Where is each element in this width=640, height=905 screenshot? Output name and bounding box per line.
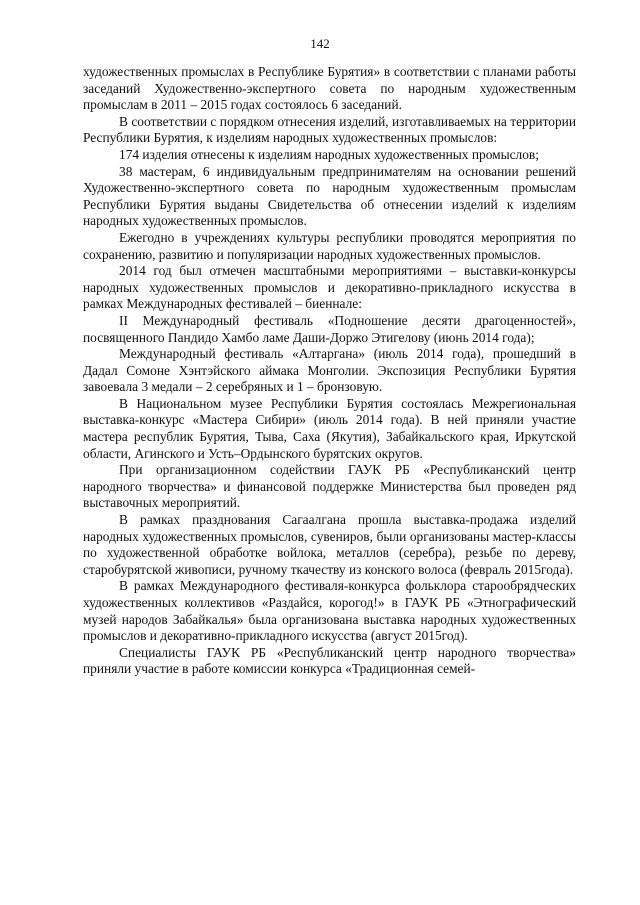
paragraph: В рамках Международного фестиваля-конкурса фольклора старообрядческих художественных коллективов «Раздайся, корогод!» в ГАУК РБ «Этнографический музей народов Забайкалья» была организована выставка народных художественных промыслов и декоративно-прикладного искусства (август 2015год). <box>83 578 576 644</box>
paragraph: 174 изделия отнесены к изделиям народных художественных промыслов; <box>119 146 539 162</box>
page-number: 142 <box>310 36 330 51</box>
paragraph: 2014 год был отмечен масштабными мероприятиями – выставки-конкурсы народных художественных промыслов и декоративно-прикладного искусства в рамках Международных фестивалей – биеннале: <box>83 263 576 312</box>
body-text <box>83 64 576 678</box>
paragraph: В рамках празднования Сагаалгана прошла выставка-продажа изделий народных художественных промыслов, сувениров, были организованы мастер-классы по художественной обработке войлока, металлов (серебра), резьбе по дереву, старобурятской живописи, ручному ткачеству из конского волоса (февраль 2015года). <box>83 512 576 577</box>
paragraph: При организационном содействии ГАУК РБ «Республиканский центр народного творчества» и финансовой поддержке Министерства был проведен ряд выставочных мероприятий. <box>83 462 576 511</box>
paragraph: Международный фестиваль «Алтаргана» (июль 2014 года), прошедший в Дадал Сомоне Хэнтэйского аймака Монголии. Экспозиция Республики Бурятия завоевала 3 медали – 2 серебряных и 1 – бронзовую. <box>83 346 576 395</box>
paragraph: Специалисты ГАУК РБ «Республиканский центр народного творчества» приняли участие в работе комиссии конкурса «Традиционная семей- <box>83 644 576 677</box>
paragraph: В соответствии с порядком отнесения изделий, изготавливаемых на территории Республики Бурятия, к изделиям народных художественных промыслов: <box>83 113 576 146</box>
paragraph: 38 мастерам, 6 индивидуальным предпринимателям на основании решений Художественно-экспертного совета по народным художественным промыслам Республики Бурятия выданы Свидетельства об отнесении изделий к изделиям народных художественных промыслов. <box>83 163 576 229</box>
paragraph: II Международный фестиваль «Подношение десяти драгоценностей», посвященного Пандидо Хамбо ламе Даши-Доржо Этигелову (июнь 2014 года); <box>83 312 576 345</box>
paragraph: В Национальном музее Республики Бурятия состоялась Межрегиональная выставка-конкурс «Мастера Сибири» (июль 2014 года). В ней приняли участие мастера республик Бурятия, Тыва, Саха (Якутия), Забайкальского края, Иркутской области, Агинского и Усть–Ордынского бурятских округов. <box>83 395 576 461</box>
paragraph-continued: художественных промыслах в Республике Бурятия» в соответствии с планами работы заседаний Художественно-экспертного совета по народным художественным промыслам в 2011 – 2015 годах состоялось 6 заседаний. <box>83 64 576 113</box>
paragraph: Ежегодно в учреждениях культуры республики проводятся мероприятия по сохранению, развитию и популяризации народных художественных промыслов. <box>83 229 576 262</box>
